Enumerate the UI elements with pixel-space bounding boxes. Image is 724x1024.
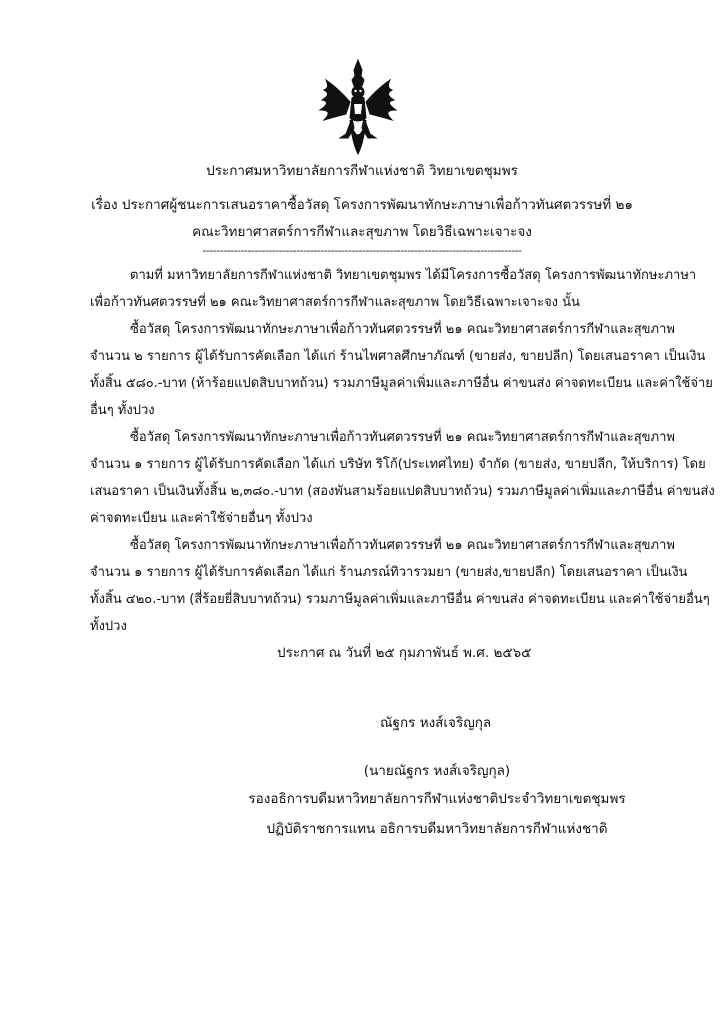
paragraph-line: เสนอราคา เป็นเงินทั้งสิ้น ๒,๓๘๐.-บาท (สองพันสามร้อยแปดสิบบาทถ้วน) รวมภาษีมูลค่าเพิ่มและภาษีอื่น ค่าขนส่ง (90, 484, 715, 499)
paragraph-winner-2 (90, 424, 715, 532)
announcement-date: ประกาศ ณ วันที่ ๒๕ กุมภาพันธ์ พ.ศ. ๒๕๖๕ (277, 645, 532, 661)
announcement-subject: เรื่อง ประกาศผู้ชนะการเสนอราคาซื้อวัสดุ โครงการพัฒนาทักษะภาษาเพื่อก้าวทันศตวรรษที่ ๒๑ (91, 197, 633, 213)
signatory-acting-position: ปฏิบัติราชการแทน อธิการบดีมหาวิทยาลัยการกีฬาแห่งชาติ (266, 821, 608, 837)
paragraph-line: จำนวน ๑ รายการ ผู้ได้รับการคัดเลือก ได้แก่ ร้านภรณ์ทิวารวมยา (ขายส่ง,ขายปลีก) โดยเสนอราคา เป็นเงิน (90, 565, 688, 580)
paragraph-line: ทั้งสิ้น ๕๘๐.-บาท (ห้าร้อยแปดสิบบาทถ้วน) รวมภาษีมูลค่าเพิ่มและภาษีอื่น ค่าขนส่ง ค่าจดทะเบียน และค่าใช้จ่าย (90, 376, 713, 391)
paragraph-winner-3 (90, 532, 710, 640)
paragraph-line: จำนวน ๒ รายการ ผู้ได้รับการคัดเลือก ได้แก่ ร้านไพศาลศึกษาภัณฑ์ (ขายส่ง, ขายปลีก) โดยเสนอราคา เป็นเงิน (90, 349, 706, 364)
signatory-position: รองอธิการบดีมหาวิทยาลัยการกีฬาแห่งชาติประจำวิทยาเขตชุมพร (248, 791, 626, 807)
paragraph-intro (90, 262, 697, 316)
paragraph-line: ซื้อวัสดุ โครงการพัฒนาทักษะภาษาเพื่อก้าวทันศตวรรษที่ ๒๑ คณะวิทยาศาสตร์การกีฬาและสุขภาพ (130, 430, 675, 445)
paragraph-line: ซื้อวัสดุ โครงการพัฒนาทักษะภาษาเพื่อก้าวทันศตวรรษที่ ๒๑ คณะวิทยาศาสตร์การกีฬาและสุขภาพ (130, 322, 675, 337)
announcement-subject-cont: คณะวิทยาศาสตร์การกีฬาและสุขภาพ โดยวิธีเฉพาะเจาะจง (192, 224, 532, 240)
paragraph-winner-1 (90, 316, 713, 424)
announcement-title: ประกาศมหาวิทยาลัยการกีฬาแห่งชาติ วิทยาเขตชุมพร (206, 163, 518, 179)
paragraph-line: ค่าจดทะเบียน และค่าใช้จ่ายอื่นๆ ทั้งปวง (90, 511, 313, 526)
paragraph-line: ทั้งสิ้น ๔๒๐.-บาท (สี่ร้อยยี่สิบบาทถ้วน) รวมภาษีมูลค่าเพิ่มและภาษีอื่น ค่าขนส่ง ค่าจดทะเบียน และค่าใช้จ่ายอื่นๆ (90, 592, 710, 607)
signatory-name: (นายณัฐกร หงส์เจริญกุล) (363, 763, 511, 779)
signature: ณัฐกร หงส์เจริญกุล (380, 715, 492, 731)
paragraph-line: จำนวน ๑ รายการ ผู้ได้รับการคัดเลือก ได้แก่ บริษัท ริโก้(ประเทศไทย) จำกัด (ขายส่ง, ขายปลีก, ให้บริการ) โดย (90, 457, 706, 472)
header-divider: -------------------------------------------------------------------------------------------- (202, 244, 522, 257)
paragraph-line: เพื่อก้าวทันศตวรรษที่ ๒๑ คณะวิทยาศาสตร์การกีฬาและสุขภาพ โดยวิธีเฉพาะเจาะจง นั้น (90, 295, 580, 310)
paragraph-line: อื่นๆ ทั้งปวง (90, 403, 155, 418)
paragraph-line: ทั้งปวง (90, 619, 127, 634)
paragraph-line: ตามที่ มหาวิทยาลัยการกีฬาแห่งชาติ วิทยาเขตชุมพร ได้มีโครงการซื้อวัสดุ โครงการพัฒนาทักษะภาษา (130, 268, 697, 283)
paragraph-line: ซื้อวัสดุ โครงการพัฒนาทักษะภาษาเพื่อก้าวทันศตวรรษที่ ๒๑ คณะวิทยาศาสตร์การกีฬาและสุขภาพ (130, 538, 675, 553)
garuda-emblem-icon (308, 58, 408, 158)
